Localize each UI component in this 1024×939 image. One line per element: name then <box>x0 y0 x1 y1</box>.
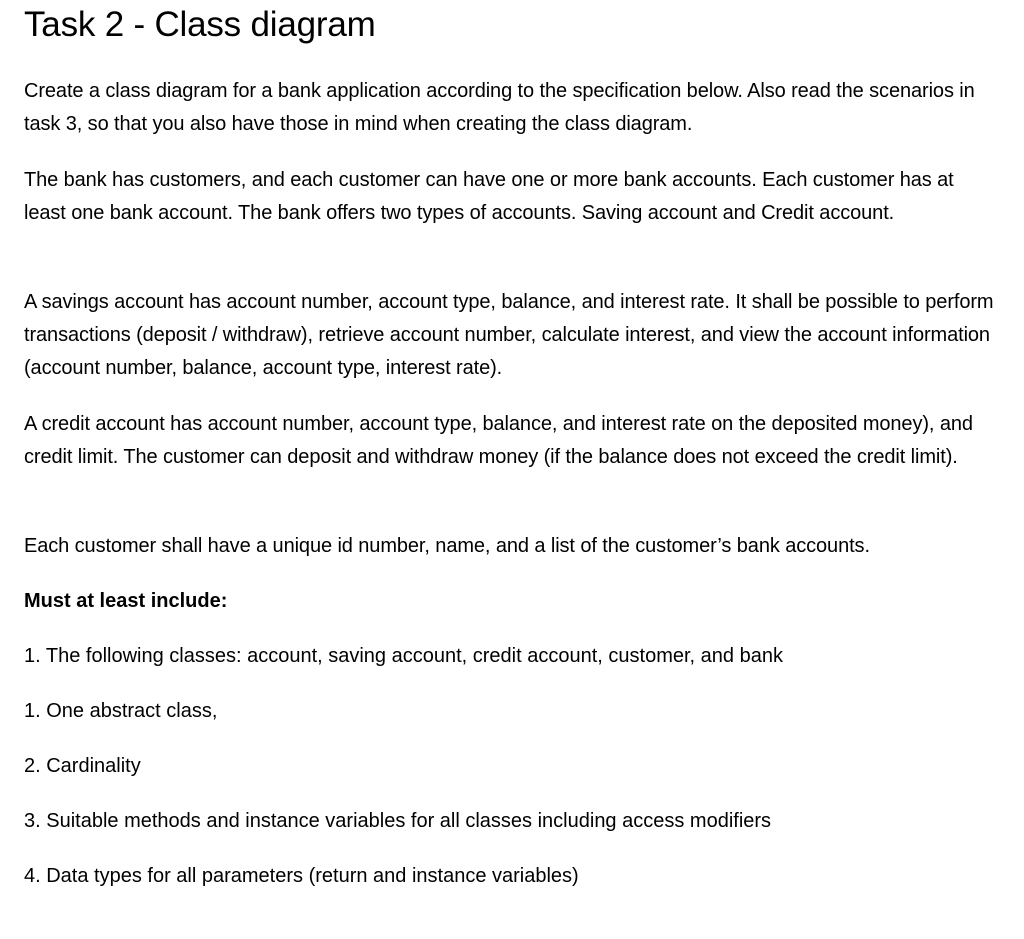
requirement-item: 1. One abstract class, <box>24 700 218 722</box>
intro-paragraph: Create a class diagram for a bank application according to the specification below. Also read the scenarios in task 3, so that you also have those in mind when creating the class diagram. <box>24 80 975 135</box>
savings-account-paragraph: A savings account has account number, account type, balance, and interest rate. It shall be possible to perform transactions (deposit / withdraw), retrieve account number, calculate interest, and view the account information (account number, balance, account type, interest rate). <box>24 291 994 379</box>
customer-paragraph: Each customer shall have a unique id number, name, and a list of the customer’s bank accounts. <box>24 535 870 557</box>
requirement-item: 4. Data types for all parameters (return and instance variables) <box>24 865 579 887</box>
bank-customers-paragraph: The bank has customers, and each customer can have one or more bank accounts. Each customer has at least one bank account. The bank offers two types of accounts. Saving account and Credit account. <box>24 169 954 224</box>
credit-account-paragraph: A credit account has account number, account type, balance, and interest rate on the deposited money), and credit limit. The customer can deposit and withdraw money (if the balance does not exceed the credit limit). <box>24 413 973 468</box>
requirement-item: 3. Suitable methods and instance variables for all classes including access modifiers <box>24 810 772 832</box>
page-title: Task 2 - Class diagram <box>24 5 376 44</box>
requirement-item: 1. The following classes: account, saving account, credit account, customer, and bank <box>24 645 783 667</box>
requirements-heading: Must at least include: <box>24 590 228 612</box>
requirement-item: 2. Cardinality <box>24 755 141 777</box>
